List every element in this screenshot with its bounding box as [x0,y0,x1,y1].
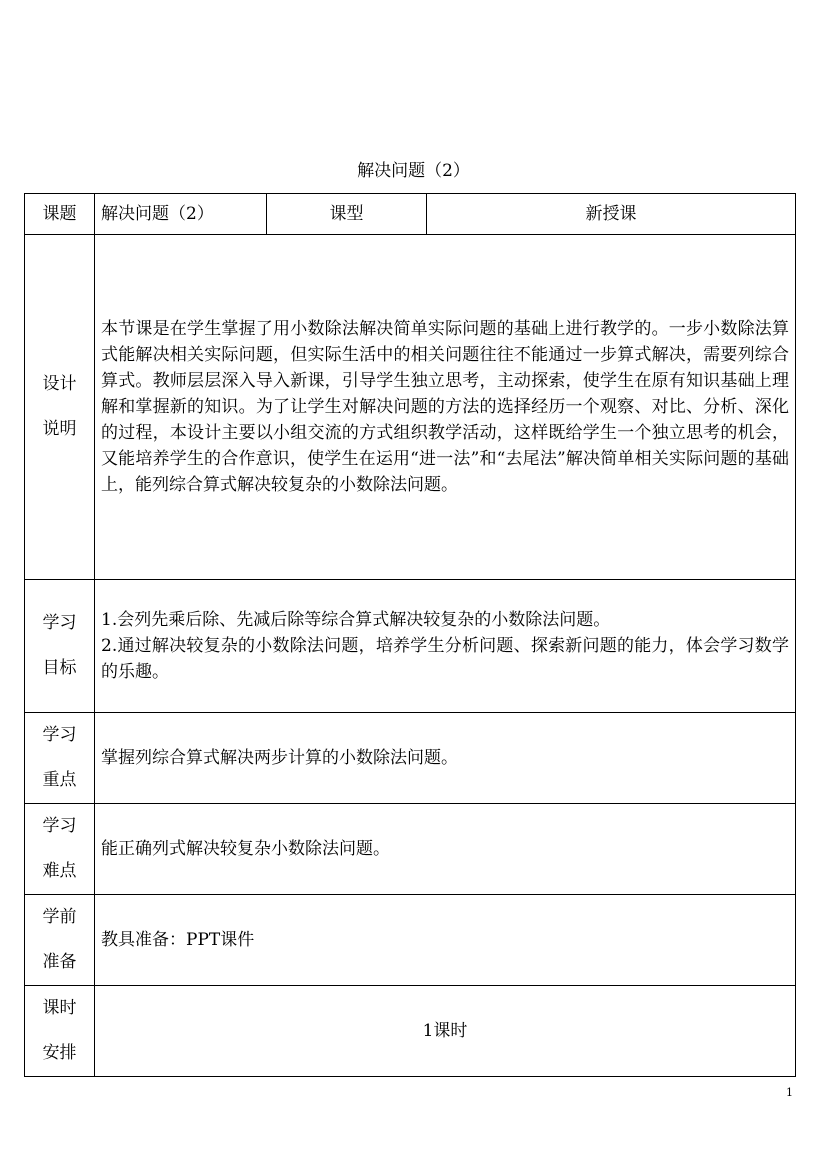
table-row-header [25,194,796,235]
design-label: 设计说明 [42,374,77,439]
table-row-design [25,235,796,580]
key-points-label: 学习重点 [42,725,77,790]
schedule-label: 课时安排 [42,998,77,1063]
table-row-schedule [25,986,796,1077]
difficulties-text: 能正确列式解决较复杂小数除法问题。 [95,804,796,895]
goal-item-1: 1.会列先乘后除、先减后除等综合算式解决较复杂的小数除法问题。 [101,610,611,630]
topic-value: 解决问题（2） [95,194,267,235]
type-label: 课型 [267,194,427,235]
design-text: 本节课是在学生掌握了用小数除法解决简单实际问题的基础上进行教学的。一步小数除法算式能解决相关实际问题，但实际生活中的相关问题往往不能通过一步算式解决，需要列综合算式。教师层层深入导入新课，引导学生独立思考，主动探索，使学生在原有知识基础上理解和掌握新的知识。为了让学生对解决问题的方法的选择经历一个观察、对比、分析、深化的过程，本设计主要以小组交流的方式组织教学活动，这样既给学生一个独立思考的机会，又能培养学生的合作意识，使学生在运用“进一法”和“去尾法”解决简单相关实际问题的基础上，能列综合算式解决较复杂的小数除法问题。 [95,235,796,580]
preparation-label: 学前准备 [42,907,77,972]
type-value: 新授课 [427,194,796,235]
goals-cell [95,580,796,713]
topic-label: 课题 [25,194,95,235]
page-number: 1 [786,1086,793,1099]
preparation-text: 教具准备：PPT课件 [95,895,796,986]
difficulties-label: 学习难点 [42,816,77,881]
page-title: 解决问题（2） [357,161,470,181]
lesson-plan-table [24,193,796,1077]
key-points-text: 掌握列综合算式解决两步计算的小数除法问题。 [95,713,796,804]
table-row-goals [25,580,796,713]
schedule-text: 1课时 [95,986,796,1077]
table-row-preparation [25,895,796,986]
table-row-difficulties [25,804,796,895]
goal-item-2: 2.通过解决较复杂的小数除法问题，培养学生分析问题、探索新问题的能力，体会学习数学的乐趣。 [101,636,789,682]
table-row-key-points [25,713,796,804]
goals-label: 学习目标 [42,613,77,678]
